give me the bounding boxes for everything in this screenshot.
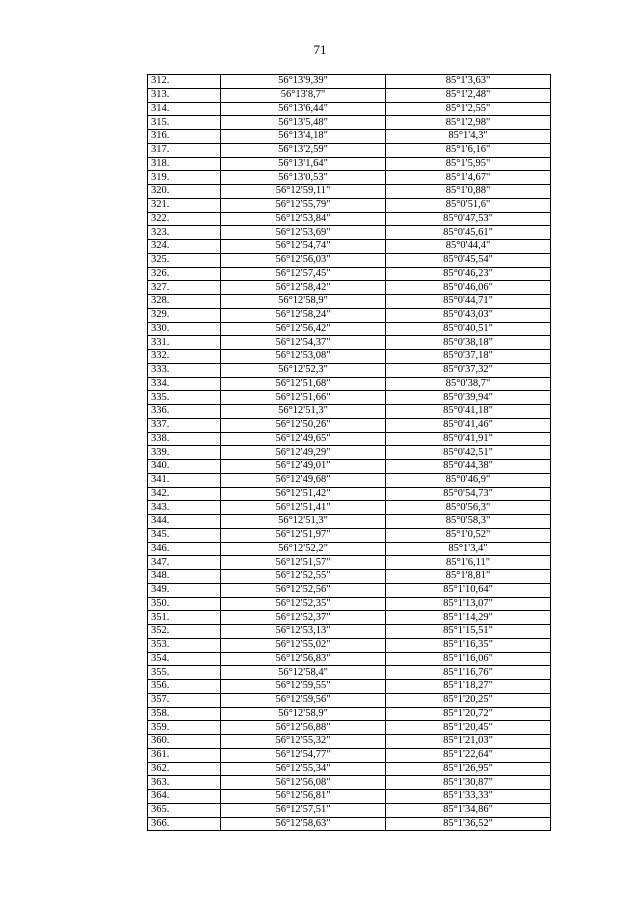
point-number-cell: 355. xyxy=(148,666,221,680)
latitude-cell: 56°12'56,42" xyxy=(221,322,386,336)
point-number-cell: 321. xyxy=(148,198,221,212)
latitude-cell: 56°13'8,7" xyxy=(221,88,386,102)
table-row xyxy=(148,322,551,336)
table-row xyxy=(148,776,551,790)
longitude-cell: 85°0'54,73" xyxy=(386,487,551,501)
table-row xyxy=(148,762,551,776)
latitude-cell: 56°12'57,51" xyxy=(221,803,386,817)
latitude-cell: 56°12'52,37" xyxy=(221,611,386,625)
longitude-cell: 85°1'2,98" xyxy=(386,116,551,130)
point-number-cell: 338. xyxy=(148,432,221,446)
point-number-cell: 328. xyxy=(148,295,221,309)
longitude-cell: 85°1'3,63" xyxy=(386,75,551,89)
table-row xyxy=(148,212,551,226)
table-row xyxy=(148,817,551,831)
longitude-cell: 85°0'46,9" xyxy=(386,473,551,487)
point-number-cell: 318. xyxy=(148,157,221,171)
table-row xyxy=(148,515,551,529)
point-number-cell: 347. xyxy=(148,556,221,570)
table-row xyxy=(148,157,551,171)
longitude-cell: 85°0'44,38" xyxy=(386,460,551,474)
latitude-cell: 56°13'5,48" xyxy=(221,116,386,130)
latitude-cell: 56°12'51,68" xyxy=(221,377,386,391)
point-number-cell: 352. xyxy=(148,625,221,639)
latitude-cell: 56°12'59,11" xyxy=(221,185,386,199)
coordinates-table-body xyxy=(148,75,551,831)
point-number-cell: 366. xyxy=(148,817,221,831)
point-number-cell: 336. xyxy=(148,405,221,419)
longitude-cell: 85°1'18,27" xyxy=(386,680,551,694)
point-number-cell: 344. xyxy=(148,515,221,529)
point-number-cell: 349. xyxy=(148,583,221,597)
latitude-cell: 56°12'49,29" xyxy=(221,446,386,460)
table-row xyxy=(148,377,551,391)
point-number-cell: 358. xyxy=(148,707,221,721)
point-number-cell: 315. xyxy=(148,116,221,130)
longitude-cell: 85°1'36,52" xyxy=(386,817,551,831)
table-row xyxy=(148,721,551,735)
table-row xyxy=(148,790,551,804)
latitude-cell: 56°12'51,41" xyxy=(221,501,386,515)
latitude-cell: 56°12'51,42" xyxy=(221,487,386,501)
longitude-cell: 85°1'4,3" xyxy=(386,130,551,144)
latitude-cell: 56°12'57,45" xyxy=(221,267,386,281)
table-row xyxy=(148,432,551,446)
longitude-cell: 85°1'20,72" xyxy=(386,707,551,721)
latitude-cell: 56°12'58,42" xyxy=(221,281,386,295)
table-row xyxy=(148,735,551,749)
latitude-cell: 56°12'49,68" xyxy=(221,473,386,487)
longitude-cell: 85°0'41,18" xyxy=(386,405,551,419)
point-number-cell: 339. xyxy=(148,446,221,460)
latitude-cell: 56°12'53,69" xyxy=(221,226,386,240)
table-row xyxy=(148,253,551,267)
table-row xyxy=(148,583,551,597)
table-row xyxy=(148,405,551,419)
longitude-cell: 85°0'39,94" xyxy=(386,391,551,405)
latitude-cell: 56°12'55,34" xyxy=(221,762,386,776)
longitude-cell: 85°1'34,86" xyxy=(386,803,551,817)
point-number-cell: 345. xyxy=(148,528,221,542)
longitude-cell: 85°1'16,35" xyxy=(386,638,551,652)
table-row xyxy=(148,171,551,185)
point-number-cell: 313. xyxy=(148,88,221,102)
latitude-cell: 56°12'55,79" xyxy=(221,198,386,212)
latitude-cell: 56°12'51,57" xyxy=(221,556,386,570)
table-row xyxy=(148,88,551,102)
longitude-cell: 85°1'0,88" xyxy=(386,185,551,199)
latitude-cell: 56°12'50,26" xyxy=(221,418,386,432)
latitude-cell: 56°12'58,63" xyxy=(221,817,386,831)
table-row xyxy=(148,680,551,694)
latitude-cell: 56°12'52,55" xyxy=(221,570,386,584)
table-row xyxy=(148,350,551,364)
latitude-cell: 56°12'52,3" xyxy=(221,363,386,377)
table-row xyxy=(148,308,551,322)
table-row xyxy=(148,75,551,89)
point-number-cell: 360. xyxy=(148,735,221,749)
point-number-cell: 357. xyxy=(148,693,221,707)
longitude-cell: 85°1'16,76" xyxy=(386,666,551,680)
longitude-cell: 85°0'38,18" xyxy=(386,336,551,350)
latitude-cell: 56°13'6,44" xyxy=(221,102,386,116)
longitude-cell: 85°0'41,91" xyxy=(386,432,551,446)
table-row xyxy=(148,707,551,721)
longitude-cell: 85°0'46,23" xyxy=(386,267,551,281)
table-row xyxy=(148,446,551,460)
point-number-cell: 314. xyxy=(148,102,221,116)
longitude-cell: 85°0'38,7" xyxy=(386,377,551,391)
latitude-cell: 56°13'9,39" xyxy=(221,75,386,89)
point-number-cell: 350. xyxy=(148,597,221,611)
latitude-cell: 56°12'55,32" xyxy=(221,735,386,749)
table-row xyxy=(148,418,551,432)
point-number-cell: 326. xyxy=(148,267,221,281)
latitude-cell: 56°13'0,53" xyxy=(221,171,386,185)
point-number-cell: 335. xyxy=(148,391,221,405)
point-number-cell: 359. xyxy=(148,721,221,735)
longitude-cell: 85°0'45,61" xyxy=(386,226,551,240)
coordinates-table xyxy=(147,74,551,831)
longitude-cell: 85°1'30,87" xyxy=(386,776,551,790)
latitude-cell: 56°12'55,02" xyxy=(221,638,386,652)
table-row xyxy=(148,556,551,570)
latitude-cell: 56°13'2,59" xyxy=(221,143,386,157)
latitude-cell: 56°13'1,64" xyxy=(221,157,386,171)
table-row xyxy=(148,666,551,680)
point-number-cell: 342. xyxy=(148,487,221,501)
latitude-cell: 56°12'49,01" xyxy=(221,460,386,474)
point-number-cell: 331. xyxy=(148,336,221,350)
latitude-cell: 56°12'58,24" xyxy=(221,308,386,322)
longitude-cell: 85°1'33,33" xyxy=(386,790,551,804)
table-row xyxy=(148,116,551,130)
point-number-cell: 325. xyxy=(148,253,221,267)
longitude-cell: 85°1'13,07" xyxy=(386,597,551,611)
longitude-cell: 85°1'10,64" xyxy=(386,583,551,597)
latitude-cell: 56°12'49,65" xyxy=(221,432,386,446)
point-number-cell: 343. xyxy=(148,501,221,515)
latitude-cell: 56°12'51,66" xyxy=(221,391,386,405)
latitude-cell: 56°12'54,37" xyxy=(221,336,386,350)
longitude-cell: 85°0'37,32" xyxy=(386,363,551,377)
point-number-cell: 324. xyxy=(148,240,221,254)
table-row xyxy=(148,267,551,281)
table-row xyxy=(148,501,551,515)
table-row xyxy=(148,336,551,350)
longitude-cell: 85°0'43,03" xyxy=(386,308,551,322)
longitude-cell: 85°0'44,4" xyxy=(386,240,551,254)
longitude-cell: 85°1'6,16" xyxy=(386,143,551,157)
latitude-cell: 56°12'59,56" xyxy=(221,693,386,707)
table-row xyxy=(148,693,551,707)
point-number-cell: 334. xyxy=(148,377,221,391)
latitude-cell: 56°12'58,9" xyxy=(221,295,386,309)
longitude-cell: 85°0'51,6" xyxy=(386,198,551,212)
table-row xyxy=(148,363,551,377)
table-row xyxy=(148,281,551,295)
longitude-cell: 85°0'41,46" xyxy=(386,418,551,432)
point-number-cell: 348. xyxy=(148,570,221,584)
table-row xyxy=(148,143,551,157)
longitude-cell: 85°1'3,4" xyxy=(386,542,551,556)
latitude-cell: 56°12'56,83" xyxy=(221,652,386,666)
point-number-cell: 320. xyxy=(148,185,221,199)
point-number-cell: 361. xyxy=(148,748,221,762)
latitude-cell: 56°12'56,81" xyxy=(221,790,386,804)
table-row xyxy=(148,597,551,611)
latitude-cell: 56°12'51,3" xyxy=(221,405,386,419)
latitude-cell: 56°12'56,08" xyxy=(221,776,386,790)
table-row xyxy=(148,198,551,212)
longitude-cell: 85°0'58,3" xyxy=(386,515,551,529)
point-number-cell: 319. xyxy=(148,171,221,185)
point-number-cell: 362. xyxy=(148,762,221,776)
table-row xyxy=(148,130,551,144)
point-number-cell: 330. xyxy=(148,322,221,336)
table-row xyxy=(148,652,551,666)
latitude-cell: 56°12'53,08" xyxy=(221,350,386,364)
table-row xyxy=(148,542,551,556)
latitude-cell: 56°12'56,03" xyxy=(221,253,386,267)
longitude-cell: 85°0'44,71" xyxy=(386,295,551,309)
table-row xyxy=(148,611,551,625)
latitude-cell: 56°12'52,56" xyxy=(221,583,386,597)
longitude-cell: 85°1'5,95" xyxy=(386,157,551,171)
longitude-cell: 85°1'2,48" xyxy=(386,88,551,102)
table-row xyxy=(148,487,551,501)
longitude-cell: 85°1'21,03" xyxy=(386,735,551,749)
longitude-cell: 85°1'4,67" xyxy=(386,171,551,185)
longitude-cell: 85°1'2,55" xyxy=(386,102,551,116)
table-row xyxy=(148,473,551,487)
longitude-cell: 85°1'26,95" xyxy=(386,762,551,776)
table-row xyxy=(148,185,551,199)
point-number-cell: 340. xyxy=(148,460,221,474)
longitude-cell: 85°0'56,3" xyxy=(386,501,551,515)
table-row xyxy=(148,391,551,405)
point-number-cell: 322. xyxy=(148,212,221,226)
latitude-cell: 56°12'59,55" xyxy=(221,680,386,694)
longitude-cell: 85°1'14,29" xyxy=(386,611,551,625)
latitude-cell: 56°12'52,35" xyxy=(221,597,386,611)
point-number-cell: 327. xyxy=(148,281,221,295)
longitude-cell: 85°0'37,18" xyxy=(386,350,551,364)
point-number-cell: 363. xyxy=(148,776,221,790)
point-number-cell: 341. xyxy=(148,473,221,487)
latitude-cell: 56°12'51,3" xyxy=(221,515,386,529)
longitude-cell: 85°1'20,25" xyxy=(386,693,551,707)
point-number-cell: 312. xyxy=(148,75,221,89)
point-number-cell: 332. xyxy=(148,350,221,364)
longitude-cell: 85°1'20,45" xyxy=(386,721,551,735)
latitude-cell: 56°13'4,18" xyxy=(221,130,386,144)
longitude-cell: 85°1'22,64" xyxy=(386,748,551,762)
table-row xyxy=(148,295,551,309)
table-row xyxy=(148,803,551,817)
point-number-cell: 351. xyxy=(148,611,221,625)
longitude-cell: 85°1'0,52" xyxy=(386,528,551,542)
latitude-cell: 56°12'54,77" xyxy=(221,748,386,762)
point-number-cell: 365. xyxy=(148,803,221,817)
longitude-cell: 85°1'15,51" xyxy=(386,625,551,639)
point-number-cell: 364. xyxy=(148,790,221,804)
table-row xyxy=(148,240,551,254)
table-row xyxy=(148,748,551,762)
longitude-cell: 85°1'8,81" xyxy=(386,570,551,584)
latitude-cell: 56°12'58,4" xyxy=(221,666,386,680)
longitude-cell: 85°1'16,06" xyxy=(386,652,551,666)
longitude-cell: 85°0'46,06" xyxy=(386,281,551,295)
latitude-cell: 56°12'53,84" xyxy=(221,212,386,226)
point-number-cell: 316. xyxy=(148,130,221,144)
longitude-cell: 85°0'40,51" xyxy=(386,322,551,336)
latitude-cell: 56°12'58,9" xyxy=(221,707,386,721)
table-row xyxy=(148,625,551,639)
longitude-cell: 85°1'6,11" xyxy=(386,556,551,570)
latitude-cell: 56°12'54,74" xyxy=(221,240,386,254)
latitude-cell: 56°12'52,2" xyxy=(221,542,386,556)
longitude-cell: 85°0'47,53" xyxy=(386,212,551,226)
latitude-cell: 56°12'53,13" xyxy=(221,625,386,639)
table-row xyxy=(148,570,551,584)
table-row xyxy=(148,460,551,474)
longitude-cell: 85°0'45,54" xyxy=(386,253,551,267)
point-number-cell: 356. xyxy=(148,680,221,694)
point-number-cell: 323. xyxy=(148,226,221,240)
point-number-cell: 317. xyxy=(148,143,221,157)
point-number-cell: 346. xyxy=(148,542,221,556)
point-number-cell: 333. xyxy=(148,363,221,377)
point-number-cell: 354. xyxy=(148,652,221,666)
point-number-cell: 329. xyxy=(148,308,221,322)
table-row xyxy=(148,528,551,542)
point-number-cell: 353. xyxy=(148,638,221,652)
page-number: 71 xyxy=(313,42,327,57)
table-row xyxy=(148,102,551,116)
table-row xyxy=(148,638,551,652)
longitude-cell: 85°0'42,51" xyxy=(386,446,551,460)
latitude-cell: 56°12'51,97" xyxy=(221,528,386,542)
point-number-cell: 337. xyxy=(148,418,221,432)
table-row xyxy=(148,226,551,240)
latitude-cell: 56°12'56,88" xyxy=(221,721,386,735)
